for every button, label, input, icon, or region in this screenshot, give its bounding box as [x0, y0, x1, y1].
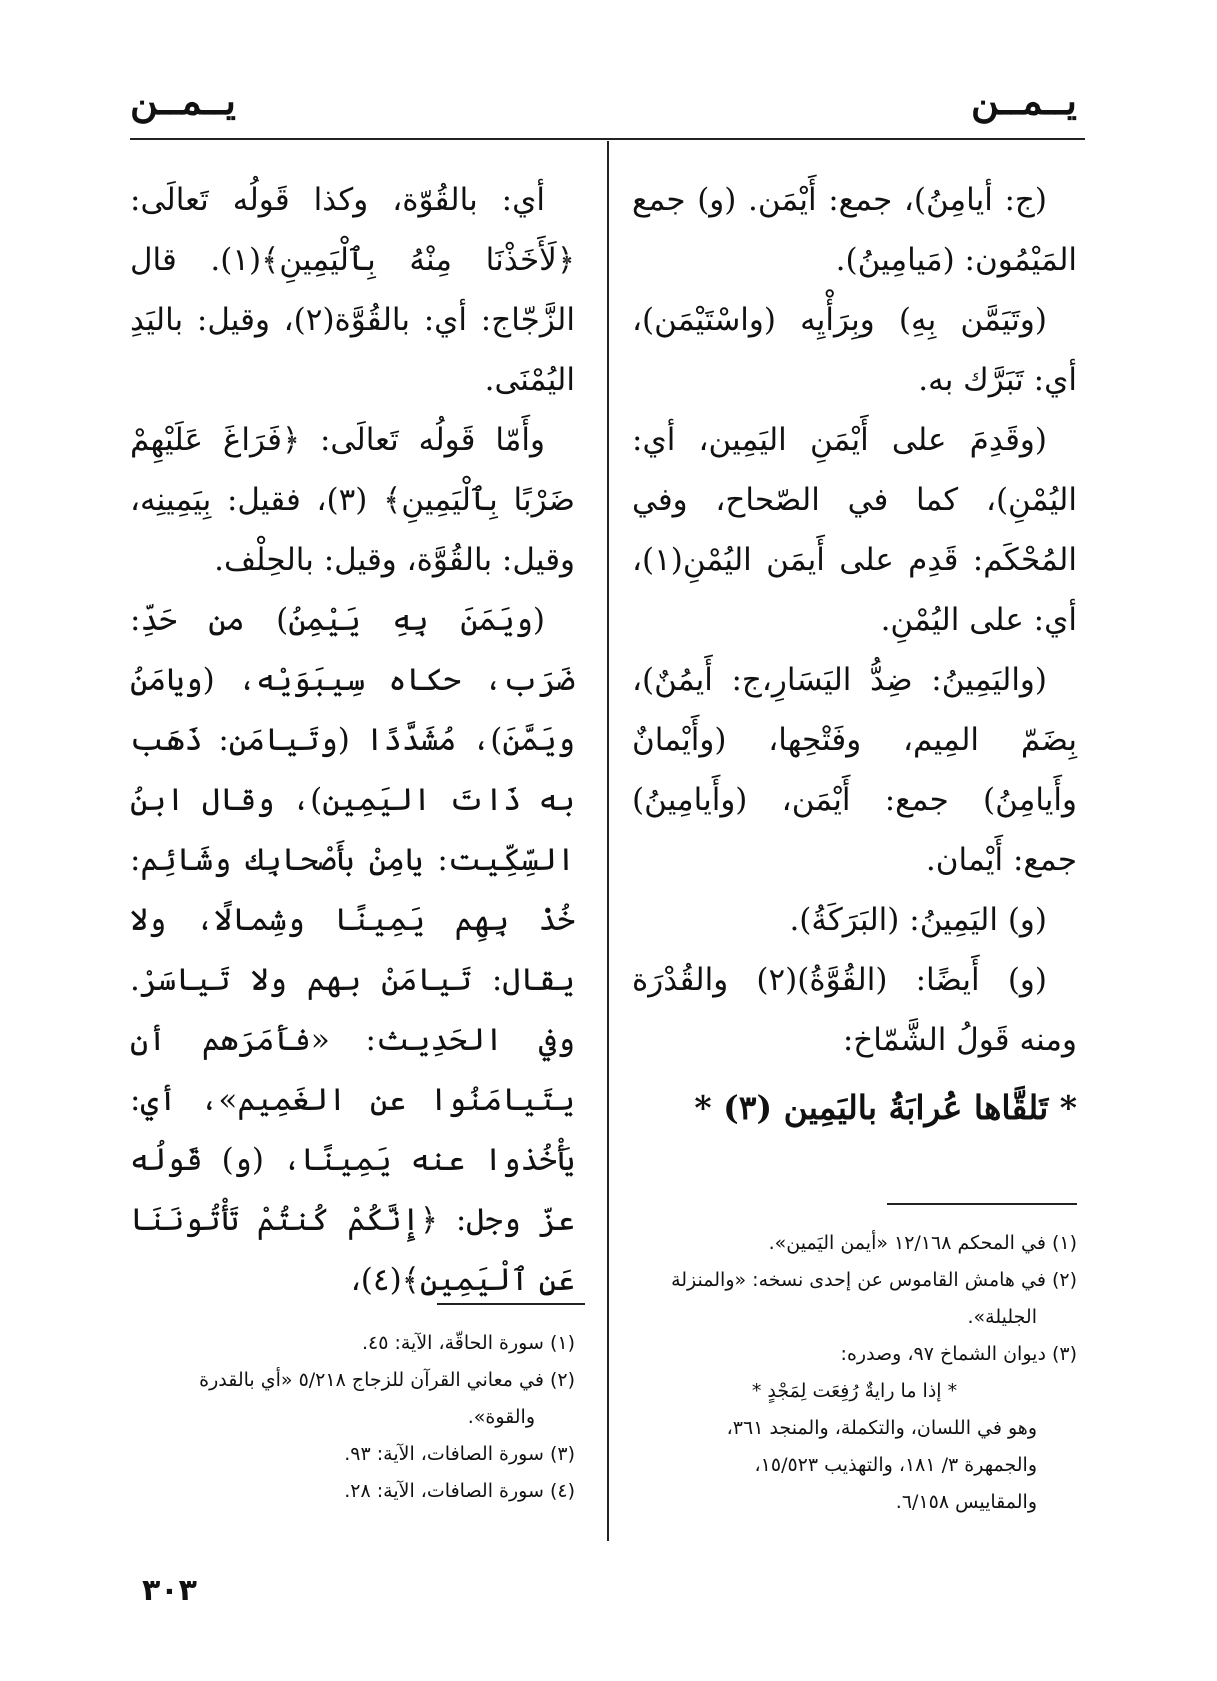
footnote-left-3: (٣) سورة الصافات، الآية: ٩٣.	[344, 1443, 575, 1465]
footnote-left-2: (٢) في معاني القرآن للزجاج ٥/٢١٨ «أي بالقدرة	[199, 1369, 575, 1391]
footnote-right-3-verse: * إذا ما رايةٌ رُفِعَت لِمَجْدٍ *	[751, 1380, 958, 1402]
footnote-right-2: (٢) في هامش القاموس عن إحدى نسخه: «والمنزلة	[671, 1269, 1077, 1291]
footnote-right-3-cont-1: وهو في اللسان، والتكملة، والمنجد ٣٦١،	[726, 1417, 1037, 1439]
left-paragraph-1: أي: بالقُوّة، وكذا قَولُه تَعالَى: ﴿لَأَخَذْنَا مِنْهُ بِٱلْيَمِينِ﴾(١). قال الزَّجّاج: أي: بالقُوَّة(٢)، وقيل: باليَدِ اليُمْنَى.	[130, 182, 575, 398]
footnote-right-3-cont-2: والجمهرة ٣/ ١٨١، والتهذيب ١٥/٥٢٣،	[754, 1454, 1037, 1476]
left-paragraph-3: (ويَمَنَ بِهِ يَيْمِنُ) من حَدِّ: ضَرَب، حكاه سِيبَوَيْه، (ويامَنُ ويَمَّنَ)، مُشَدَّدًا (وتَيامَن: ذَهَب به ذَاتَ اليَمِين)، وقال ابنُ السِّكِّيت: يامِنْ بأَصْحابِك وشَائِم: خُذْ بِهِم يَمِينًا وشِمالًا، ولا يقال: تَيامَنْ بهم ولا تَياسَرْ. وفي الحَدِيث: «فأَمَرَهم أن يتَيامَنُوا عن الغَمِيم»، أي: يَأْخُذوا عنه يَمِينًا، (و) قَولُه عزّ وجل: ﴿إِنَّكُمْ كُنتُمْ تَأْتُونَنَا عَنِ ٱلْيَمِينِ﴾(٤)،	[130, 602, 575, 1298]
right-paragraph-6: (و) أَيضًا: (القُوَّةُ)(٢) والقُدْرَة ومنه قَولُ الشَّمّاخ:	[632, 962, 1077, 1058]
right-paragraph-3: (وقَدِمَ على أَيْمَنِ اليَمِين، أي: اليُمْنِ)، كما في الصّحاح، وفي المُحْكَم: قَدِم على أَيمَن اليُمْنِ(١)، أي: على اليُمْنِ.	[632, 422, 1077, 638]
right-paragraph-5: (و) اليَمِينُ: (البَرَكَةُ).	[789, 902, 1047, 938]
footnotes-left	[130, 1325, 575, 1510]
running-head-right: يــمــن	[970, 78, 1077, 123]
footnote-right-2-cont: الجليلة».	[967, 1306, 1037, 1328]
right-paragraph-2: (وتَيَمَّن بِهِ) وبِرَأْيِه (واسْتَيْمَن)، أي: تَبَرَّك به.	[632, 302, 1077, 398]
running-head-left: يــمــن	[130, 78, 237, 123]
left-column	[130, 170, 575, 1310]
footnote-rule-left	[437, 1303, 585, 1305]
poetry-verse: * تَلقَّاها عُرابَةُ باليَمِين (٣) *	[694, 1088, 1077, 1127]
column-divider	[607, 141, 609, 1541]
right-paragraph-1: (ج: أيامِنُ)، جمع: أَيْمَن. (و) جمع المَيْمُون: (مَيامِينُ).	[632, 182, 1077, 278]
page-number: ٣٠٣	[142, 1573, 197, 1608]
left-paragraph-2: وأَمّا قَولُه تَعالَى: ﴿فَرَاغَ عَلَيْهِمْ ضَرْبًا بِٱلْيَمِينِ﴾ (٣)، فقيل: بِيَمِينِه، وقيل: بالقُوَّة، وقيل: بالحِلْف.	[130, 422, 576, 578]
footnote-right-1: (١) في المحكم ١٢/١٦٨ «أيمن اليَمين».	[768, 1232, 1077, 1254]
footnote-right-3: (٣) ديوان الشماخ ٩٧، وصدره:	[840, 1343, 1077, 1365]
footnote-rule-right	[887, 1203, 1077, 1205]
right-column	[632, 170, 1077, 1140]
footnotes-right	[632, 1225, 1077, 1521]
footnote-left-4: (٤) سورة الصافات، الآية: ٢٨.	[344, 1480, 575, 1502]
footnote-left-2-cont: والقوة».	[467, 1406, 535, 1428]
footnote-right-3-cont-3: والمقاييس ٦/١٥٨.	[895, 1491, 1037, 1513]
footnote-left-1: (١) سورة الحاقّة، الآية: ٤٥.	[361, 1332, 575, 1354]
right-paragraph-4: (واليَمِينُ: ضِدُّ اليَسَارِ،ج: أَيمُنٌ)، بِضَمّ المِيم، وفَتْحِها، (وأَيْمانٌ وأَيامِنُ) جمع: أَيْمَن، (وأَيامِينُ) جمع: أَيْمان.	[632, 662, 1077, 878]
header-rule	[130, 138, 1085, 140]
